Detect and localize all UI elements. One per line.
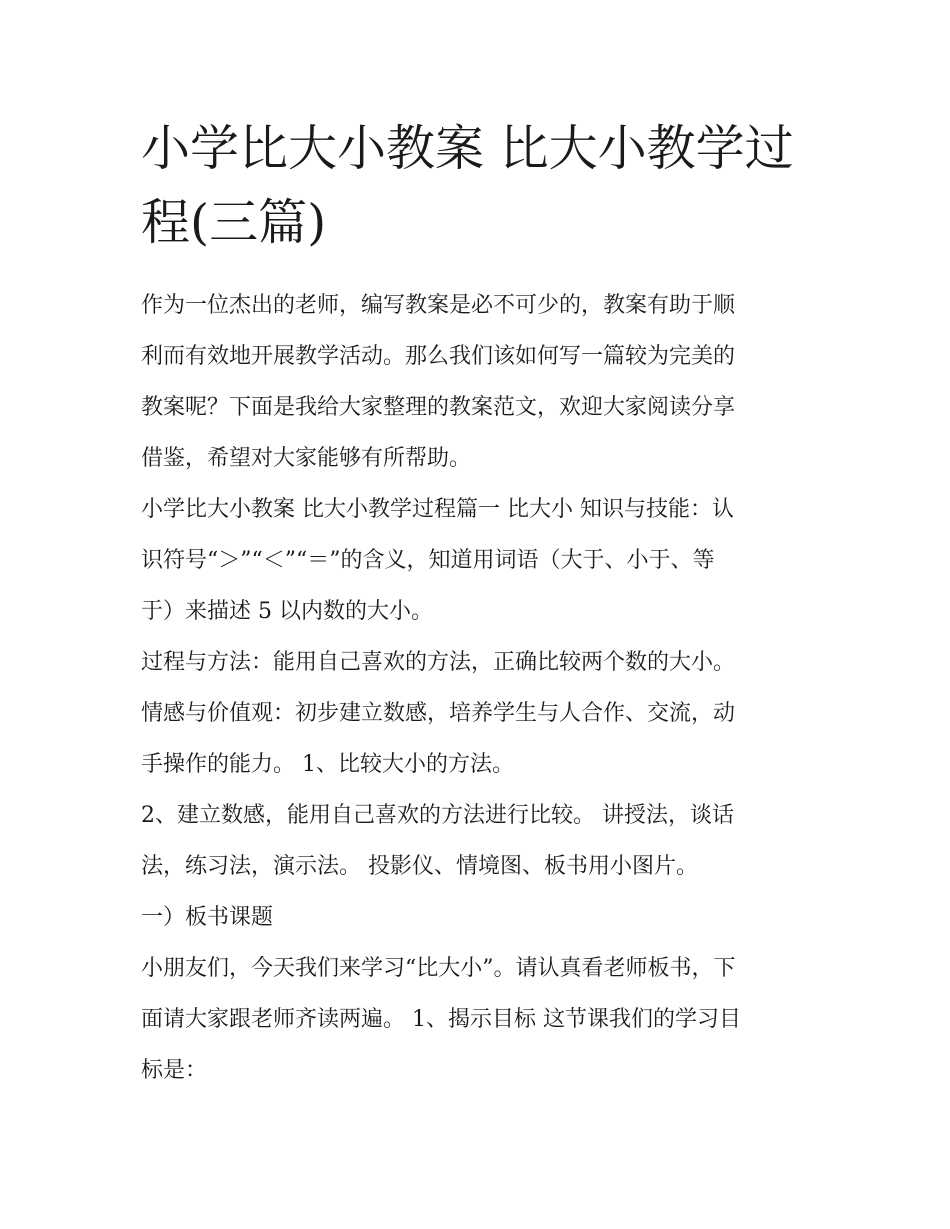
text-line: 2、建立数感，能用自己喜欢的方法进行比较。 讲授法，谈话 bbox=[141, 803, 734, 828]
title-line-2: 程(三篇) bbox=[141, 194, 327, 251]
text-line: 情感与价值观：初步建立数感，培养学生与人合作、交流，动 bbox=[141, 701, 736, 726]
text-line: 手操作的能力。 1、比较大小的方法。 bbox=[141, 752, 514, 777]
text-line: 作为一位杰出的老师，编写教案是必不可少的，教案有助于顺 bbox=[141, 293, 736, 318]
text-line: 法，练习法，演示法。 投影仪、情境图、板书用小图片。 bbox=[141, 854, 698, 879]
document-title bbox=[141, 112, 816, 260]
section-heading: 一）板书课题 bbox=[141, 905, 274, 930]
text-line: 小朋友们，今天我们来学习“比大小”。请认真看老师板书，下 bbox=[141, 956, 736, 981]
text-line: 教案呢？下面是我给大家整理的教案范文，欢迎大家阅读分享 bbox=[141, 395, 736, 420]
text-line: 标是： bbox=[141, 1058, 208, 1083]
text-line: 于）来描述 5 以内数的大小。 bbox=[141, 599, 433, 624]
text-line: 面请大家跟老师齐读两遍。 1、揭示目标 这节课我们的学习目 bbox=[141, 1007, 741, 1032]
document-body bbox=[141, 112, 816, 1096]
text-line: 过程与方法：能用自己喜欢的方法，正确比较两个数的大小。 bbox=[141, 650, 736, 675]
title-spacer bbox=[141, 260, 816, 280]
text-line: 小学比大小教案 比大小教学过程篇一 比大小 知识与技能：认 bbox=[141, 497, 734, 522]
title-line-1: 小学比大小教案 比大小教学过 bbox=[141, 120, 794, 177]
text-line: 借鉴，希望对大家能够有所帮助。 bbox=[141, 446, 472, 471]
text-line: 利而有效地开展教学活动。那么我们该如何写一篇较为完美的 bbox=[141, 344, 736, 369]
text-line: 识符号“＞”“＜”“＝”的含义，知道用词语（大于、小于、等 bbox=[141, 548, 715, 573]
